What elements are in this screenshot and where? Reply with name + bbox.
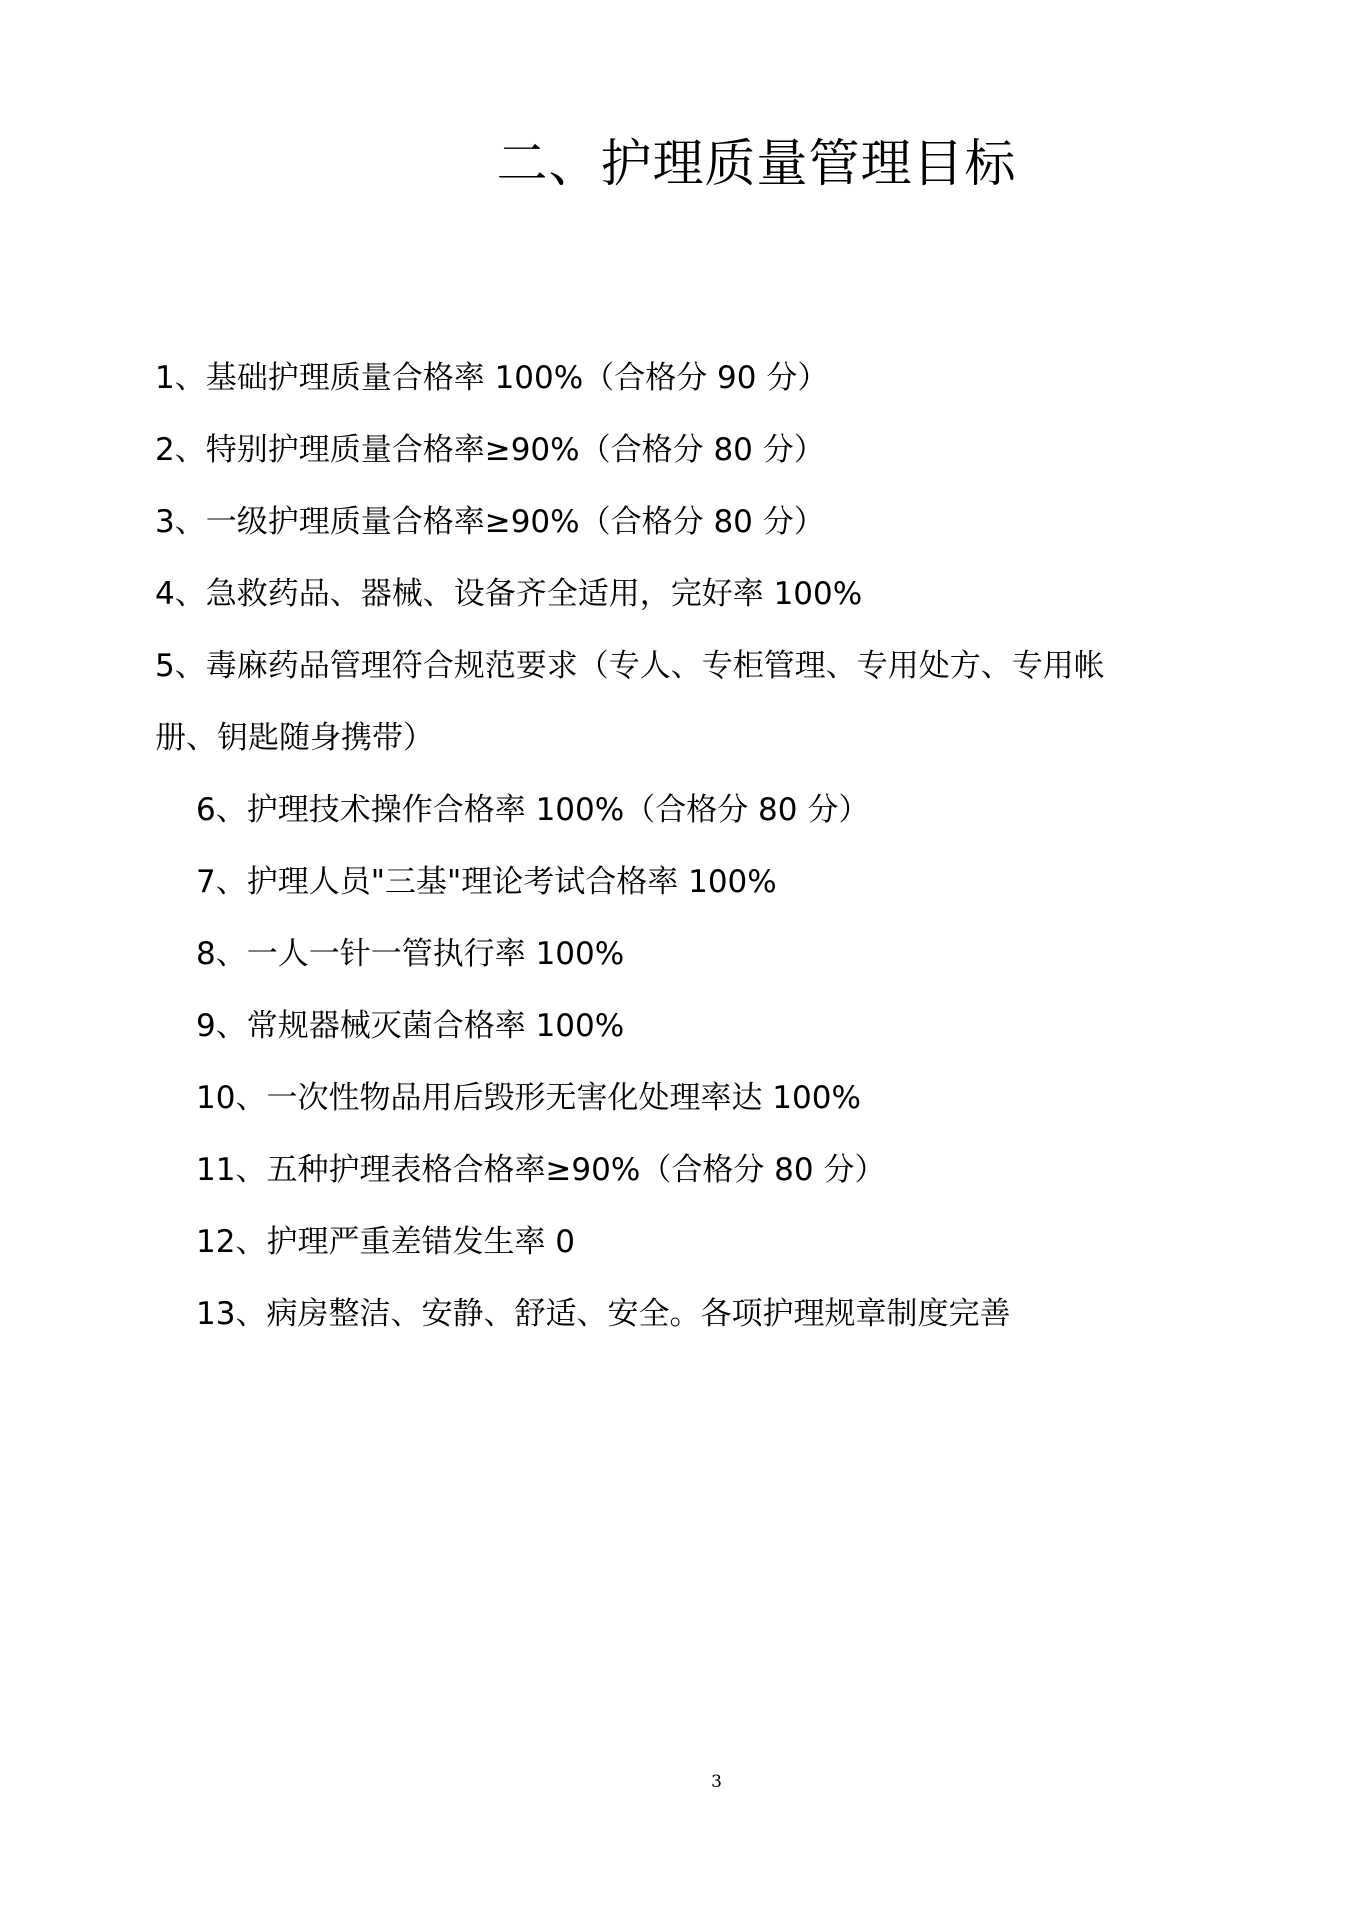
page-title: 二、护理质量管理目标 [496, 135, 1017, 194]
goal-item-10: 10、一次性物品用后毁形无害化处理率达 100% [196, 1080, 861, 1116]
goal-item-7: 7、护理人员"三基"理论考试合格率 100% [196, 864, 777, 900]
goal-item-4: 4、急救药品、器械、设备齐全适用，完好率 100% [155, 576, 863, 612]
goal-item-8: 8、一人一针一管执行率 100% [196, 936, 625, 972]
goal-item-9: 9、常规器械灭菌合格率 100% [196, 1008, 625, 1044]
goal-item-5: 5、毒麻药品管理符合规范要求（专人、专柜管理、专用处方、专用帐 [155, 648, 1105, 684]
goal-item-1: 1、基础护理质量合格率 100%（合格分 90 分） [155, 360, 829, 396]
goal-item-13: 13、病房整洁、安静、舒适、安全。各项护理规章制度完善 [196, 1296, 1011, 1332]
goal-item-5-continued: 册、钥匙随身携带） [155, 720, 434, 756]
goal-item-6: 6、护理技术操作合格率 100%（合格分 80 分） [196, 792, 870, 828]
page-number: 3 [711, 1772, 722, 1792]
goal-item-2: 2、特别护理质量合格率≥90%（合格分 80 分） [155, 432, 825, 468]
goal-item-11: 11、五种护理表格合格率≥90%（合格分 80 分） [196, 1152, 886, 1188]
goal-item-12: 12、护理严重差错发生率 0 [196, 1224, 576, 1260]
goal-item-3: 3、一级护理质量合格率≥90%（合格分 80 分） [155, 504, 825, 540]
